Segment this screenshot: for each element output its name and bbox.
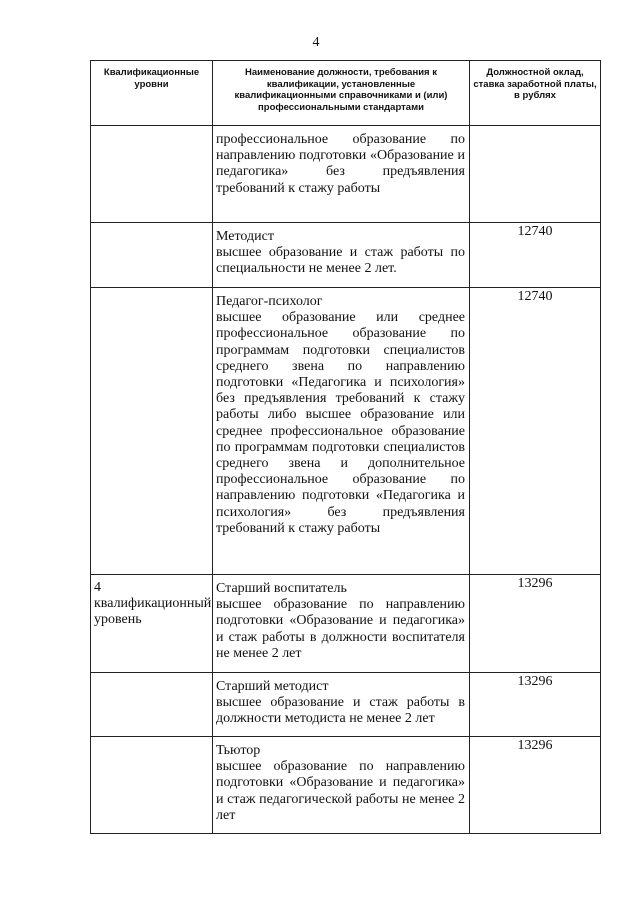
header-salary: Должностной оклад, ставка заработной платы, в рублях [470,61,601,126]
salary-cell: 12740 [470,288,601,575]
table-row [91,126,601,223]
position-title: Старший воспитатель [216,581,347,596]
requirements-text: высшее образование и стаж работы по специальности не менее 2 лет. [216,245,465,277]
level-number: 4 [94,580,101,595]
level-cell [91,737,213,834]
header-qualification-levels: Квалификационные уровни [91,61,213,126]
table-row [91,737,601,834]
position-cell [213,575,470,673]
requirements-text: высшее образование по направлению подготовки «Образование и педагогика» и стаж педагогической работы не менее 2 лет [216,759,465,823]
salary-cell: 13296 [470,575,601,673]
table-row [91,288,601,575]
position-title: Тьютор [216,743,261,758]
level-cell [91,575,213,673]
table-row [91,673,601,737]
salary-cell [470,126,601,223]
level-cell [91,288,213,575]
position-title: Педагог-психолог [216,294,323,309]
level-label: квалификационный уровень [94,596,212,628]
level-cell [91,673,213,737]
requirements-text: профессиональное образование по направлению подготовки «Образование и педагогика» без предъявления требований к стажу работы [216,132,465,196]
table-header-row [91,61,601,126]
salary-table [90,60,601,834]
table-row [91,575,601,673]
salary-cell: 12740 [470,223,601,288]
position-cell [213,223,470,288]
position-cell [213,288,470,575]
header-position-requirements: Наименование должности, требования к квалификации, установленные квалификационными справочниками и (или) профессиональными стандартами [213,61,470,126]
position-cell [213,673,470,737]
position-cell [213,126,470,223]
page-number: 4 [312,35,320,50]
position-title: Старший методист [216,679,329,694]
position-title: Методист [216,229,274,244]
requirements-text: высшее образование или среднее профессиональное образование по программам подготовки специалистов среднего звена по направлению подготовки «Педагогика и психология» без предъявления требований к стажу работы либо высшее образование или среднее профессиональное образование по программам подготовки специалистов среднего звена и дополнительное профессиональное образование по направлению подготовки «Педагогика и психология» без предъявления требований к стажу работы [216,310,465,536]
requirements-text: высшее образование по направлению подготовки «Образование и педагогика» и стаж работы в должности воспитателя не менее 2 лет [216,597,465,661]
salary-cell: 13296 [470,737,601,834]
level-cell [91,223,213,288]
position-cell [213,737,470,834]
level-cell [91,126,213,223]
salary-cell: 13296 [470,673,601,737]
table-row [91,223,601,288]
requirements-text: высшее образование и стаж работы в должности методиста не менее 2 лет [216,695,465,727]
